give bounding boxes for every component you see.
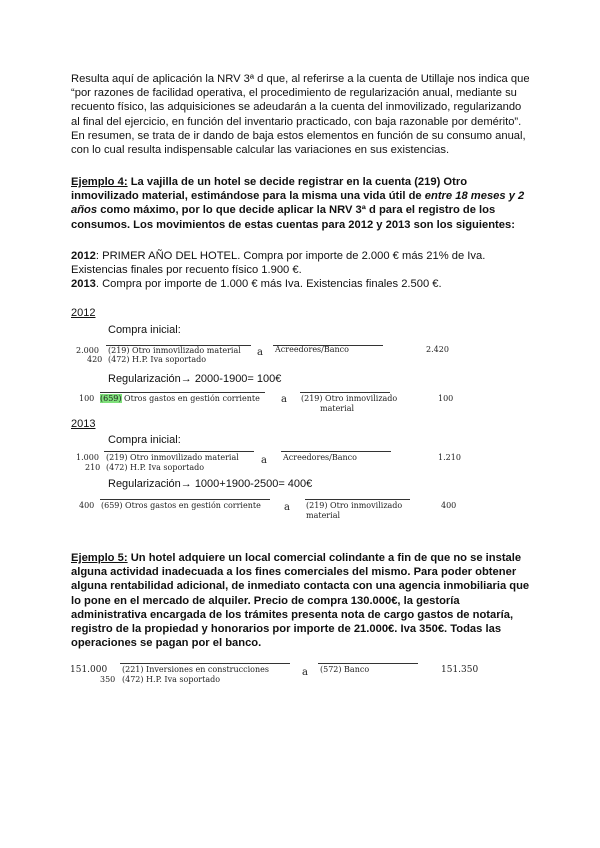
example-5-line: Un hotel adquiere un local comercial colindante a fin de que no se instale [130,552,522,564]
journal-amount: 151.350 [441,665,479,675]
example-5-line: alguna rentabilidad adicional, de inmediato contacta con una agencia inmobiliaria que [71,580,530,593]
journal-account: (219) Otro inmovilizado material [108,346,241,355]
example-5-line: registro de la propiedad y honorarios por importe de 21.000€. Iva 350€. Todas las [71,623,502,636]
journal-amount: 350 [100,675,116,684]
journal-a: a [281,394,287,405]
journal-amount: 210 [85,463,101,472]
journal-line [300,392,390,393]
intro-line: “por razones de facilidad operativa, el procedimiento de regularización anual, mediante su [71,87,517,100]
journal-credit-account: (219) Otro inmovilizado [306,501,403,510]
account-code-highlight: (659) [100,394,122,403]
example-5-line: alguna actividad inadecuada a los fines comerciales del mismo. Para poder obtener [71,566,517,579]
example-4-statement [71,175,531,232]
journal-credit-account: material [306,511,341,520]
journal-a: a [257,347,263,358]
example-5-line: operaciones se pagan por el banco. [71,637,262,650]
example-4-line: La vajilla de un hotel se decide registrar en la cuenta (219) Otro [130,176,468,188]
data-2013-text: . Compra por importe de 1.000 € más Iva. Existencias finales 2.500 €. [95,278,442,291]
journal-amount: 2.000 [76,346,99,355]
journal-credit-account: (219) Otro inmovilizado [301,394,398,403]
movements-data [71,249,531,292]
journal-account: (472) H.P. Iva soportado [106,463,205,472]
journal-line [318,663,418,664]
journal-line [305,499,410,500]
journal-amount: 151.000 [70,665,108,675]
journal-account: (659) Otros gastos en gestión corriente [101,501,261,510]
journal-amount: 100 [79,394,95,403]
data-2012-text: Existencias finales por recuento físico 1.900 €. [71,264,302,277]
intro-line: con lo cual resulta indispensable calcular las variaciones en sus existencias. [71,144,450,157]
intro-line: recuento físico, las adquisiciones se adeudarán a la cuenta del inmovilizado, regularizando [71,101,522,114]
section-2012-heading: 2012 [71,307,96,319]
example-4-line: consumos. Los movimientos de estas cuentas para 2012 y 2013 son los siguientes: [71,218,515,231]
journal-account [100,394,260,403]
example-4-italic: entre 18 meses y 2 [424,190,525,203]
intro-line: al final del ejercicio, en función del inventario practicado, con baja razonable por demérito”. [71,115,522,128]
year-2012-label: 2012 [71,250,96,262]
journal-line [104,451,254,452]
journal-account-name: Otros gastos en gestión corriente [121,394,260,403]
intro-line: Resulta aquí de aplicación la NRV 3ª d que, al referirse a la cuenta de Utillaje nos indica que [71,73,530,85]
example-4-line: inmovilizado material, estimándose para la misma una vida útil de [71,190,425,203]
regularizacion-text: Regularización→ 1000+1900-2500= 400€ [108,478,313,490]
example-5-label: Ejemplo 5: [71,552,128,564]
compra-inicial-label: Compra inicial: [108,324,181,336]
journal-line [120,663,290,664]
journal-a: a [302,667,308,678]
section-2013-heading: 2013 [71,418,96,430]
journal-a: a [261,455,267,466]
regularizacion-text: Regularización→ 2000-1900= 100€ [108,373,282,385]
journal-amount: 100 [438,394,454,403]
journal-credit-account: Acreedores/Banco [283,453,357,462]
journal-account: (221) Inversiones en construcciones [122,665,269,674]
compra-inicial-label: Compra inicial: [108,434,181,446]
example-5-line: administrativa encargada de los trámites presenta nota de cargo gastos de notaría, [71,608,514,621]
journal-line [100,392,265,393]
journal-amount: 400 [441,501,457,510]
journal-amount: 1.000 [76,453,99,462]
example-4-italic: años [71,204,98,217]
journal-amount: 1.210 [438,453,461,462]
journal-account: (472) H.P. Iva soportado [122,675,221,684]
journal-amount: 2.420 [426,345,449,354]
journal-account: (219) Otro inmovilizado material [106,453,239,462]
journal-line [100,499,270,500]
example-4-label: Ejemplo 4: [71,176,128,188]
intro-line: En resumen, se trata de ir dando de baja estos elementos en función de su consumo anual, [71,129,526,142]
journal-a: a [284,502,290,513]
journal-amount: 400 [79,501,95,510]
example-5-line: lo pone en el mercado de alquiler. Precio de compra 130.000€, la gestoría [71,594,460,607]
year-2013-label: 2013 [71,278,96,291]
journal-line [281,451,391,452]
data-2012-text: : PRIMER AÑO DEL HOTEL. Compra por importe de 2.000 € más 21% de Iva. [95,250,486,262]
journal-credit-account: material [320,404,355,413]
example-4-line: como máximo, por lo que decide aplicar la NRV 3ª d para el registro de los [97,204,496,217]
intro-paragraph [71,72,531,157]
example-5-statement [71,551,531,650]
journal-account: (472) H.P. Iva soportado [108,355,207,364]
journal-credit-account: (572) Banco [320,665,370,674]
journal-credit-account: Acreedores/Banco [275,345,349,354]
journal-amount: 420 [87,355,103,364]
